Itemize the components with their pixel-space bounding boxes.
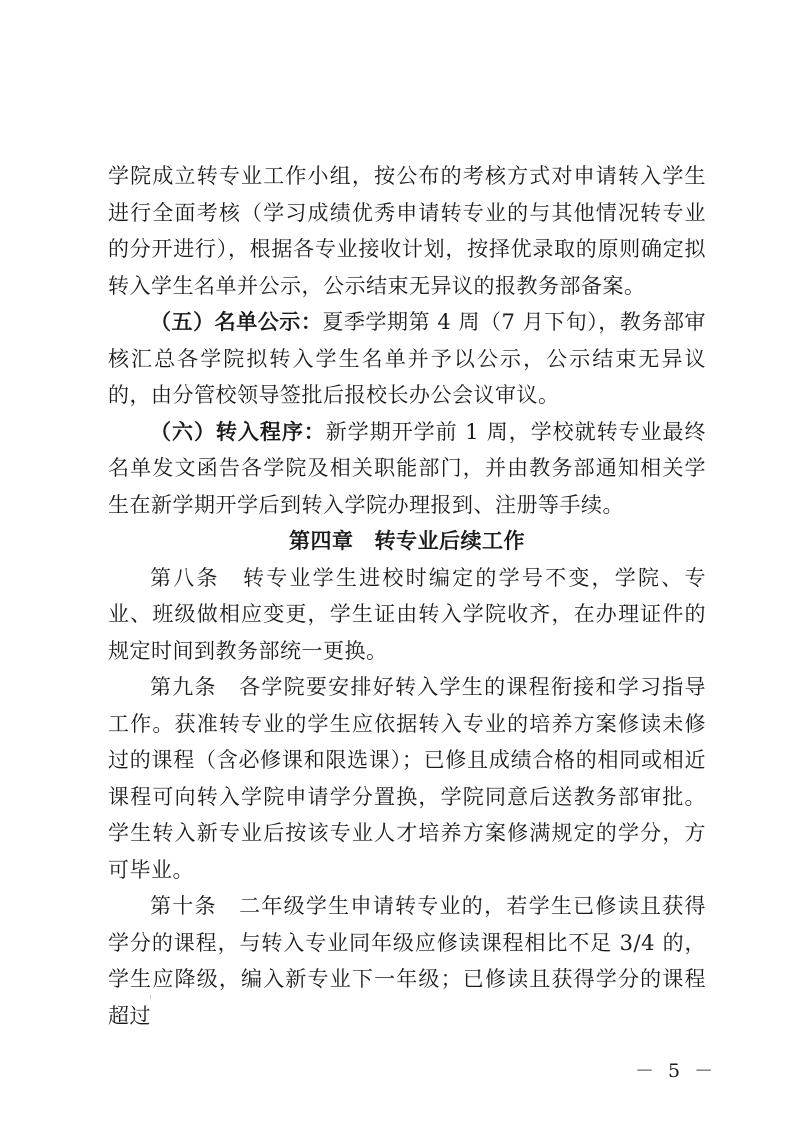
chapter-heading	[108, 523, 706, 560]
article-text: 转专业学生进校时编定的学号不变，学院、专业、班级做相应变更，学生证由转入学院收齐，在办理证件的规定时间到教务部统一更换。	[108, 565, 707, 663]
paragraph-text: 夏季学期第 4 周（7 月下旬），教务部审核汇总各学院拟转入学生名单并予以公示，公示结束无异议的，由分管校领导签批后报校长办公会议审议。	[108, 310, 707, 407]
article-text: 二年级学生申请转专业的，若学生已修读且获得学分的课程，与转入专业同年级应修读课程相比不足 3/4 的，学生应降级，编入新专业下一年级；已修读且获得学分的课程超过	[108, 894, 707, 1028]
article-text: 各学院要安排好转入学生的课程衔接和学习指导工作。获准转专业的学生应依据转入专业的培养方案修读未修过的课程（含必修课和限选课）；已修且成绩合格的相同或相近课程可向转入学院申请学分置换，学院同意后送教务部审批。学生转入新专业后按该专业人才培养方案修满规定的学分，方可毕业。	[108, 675, 707, 882]
paragraph-transfer-procedure	[108, 414, 706, 524]
page-content	[108, 158, 706, 1034]
chapter-number: 第四章	[289, 529, 354, 553]
scan-speck	[150, 995, 151, 999]
paragraph-text: 学院成立转专业工作小组，按公布的考核方式对申请转入学生进行全面考核（学习成绩优秀申请转专业的与其他情况转专业的分开进行），根据各专业接收计划，按择优录取的原则确定拟转入学生名单并公示，公示结束无异议的报教务部备案。	[108, 164, 706, 298]
paragraph-lead: （五）名单公示：	[150, 309, 323, 334]
article-ten	[108, 888, 706, 1034]
article-label: 第九条	[150, 675, 217, 699]
article-label: 第十条	[150, 894, 217, 918]
paragraph-continuation	[108, 158, 706, 304]
page-number: － 5 －	[635, 1060, 718, 1082]
article-label: 第八条	[150, 565, 220, 590]
chapter-title: 转专业后续工作	[374, 529, 525, 553]
paragraph-list-publicity	[108, 304, 706, 414]
paragraph-text: 新学期开学前 1 周，学校就转专业最终名单发文函告各学院及相关职能部门，并由教务部通知相关学生在新学期开学后到转入学院办理报到、注册等手续。	[108, 419, 707, 517]
article-nine	[108, 669, 706, 888]
article-eight	[108, 560, 706, 670]
paragraph-lead: （六）转入程序：	[150, 418, 326, 444]
